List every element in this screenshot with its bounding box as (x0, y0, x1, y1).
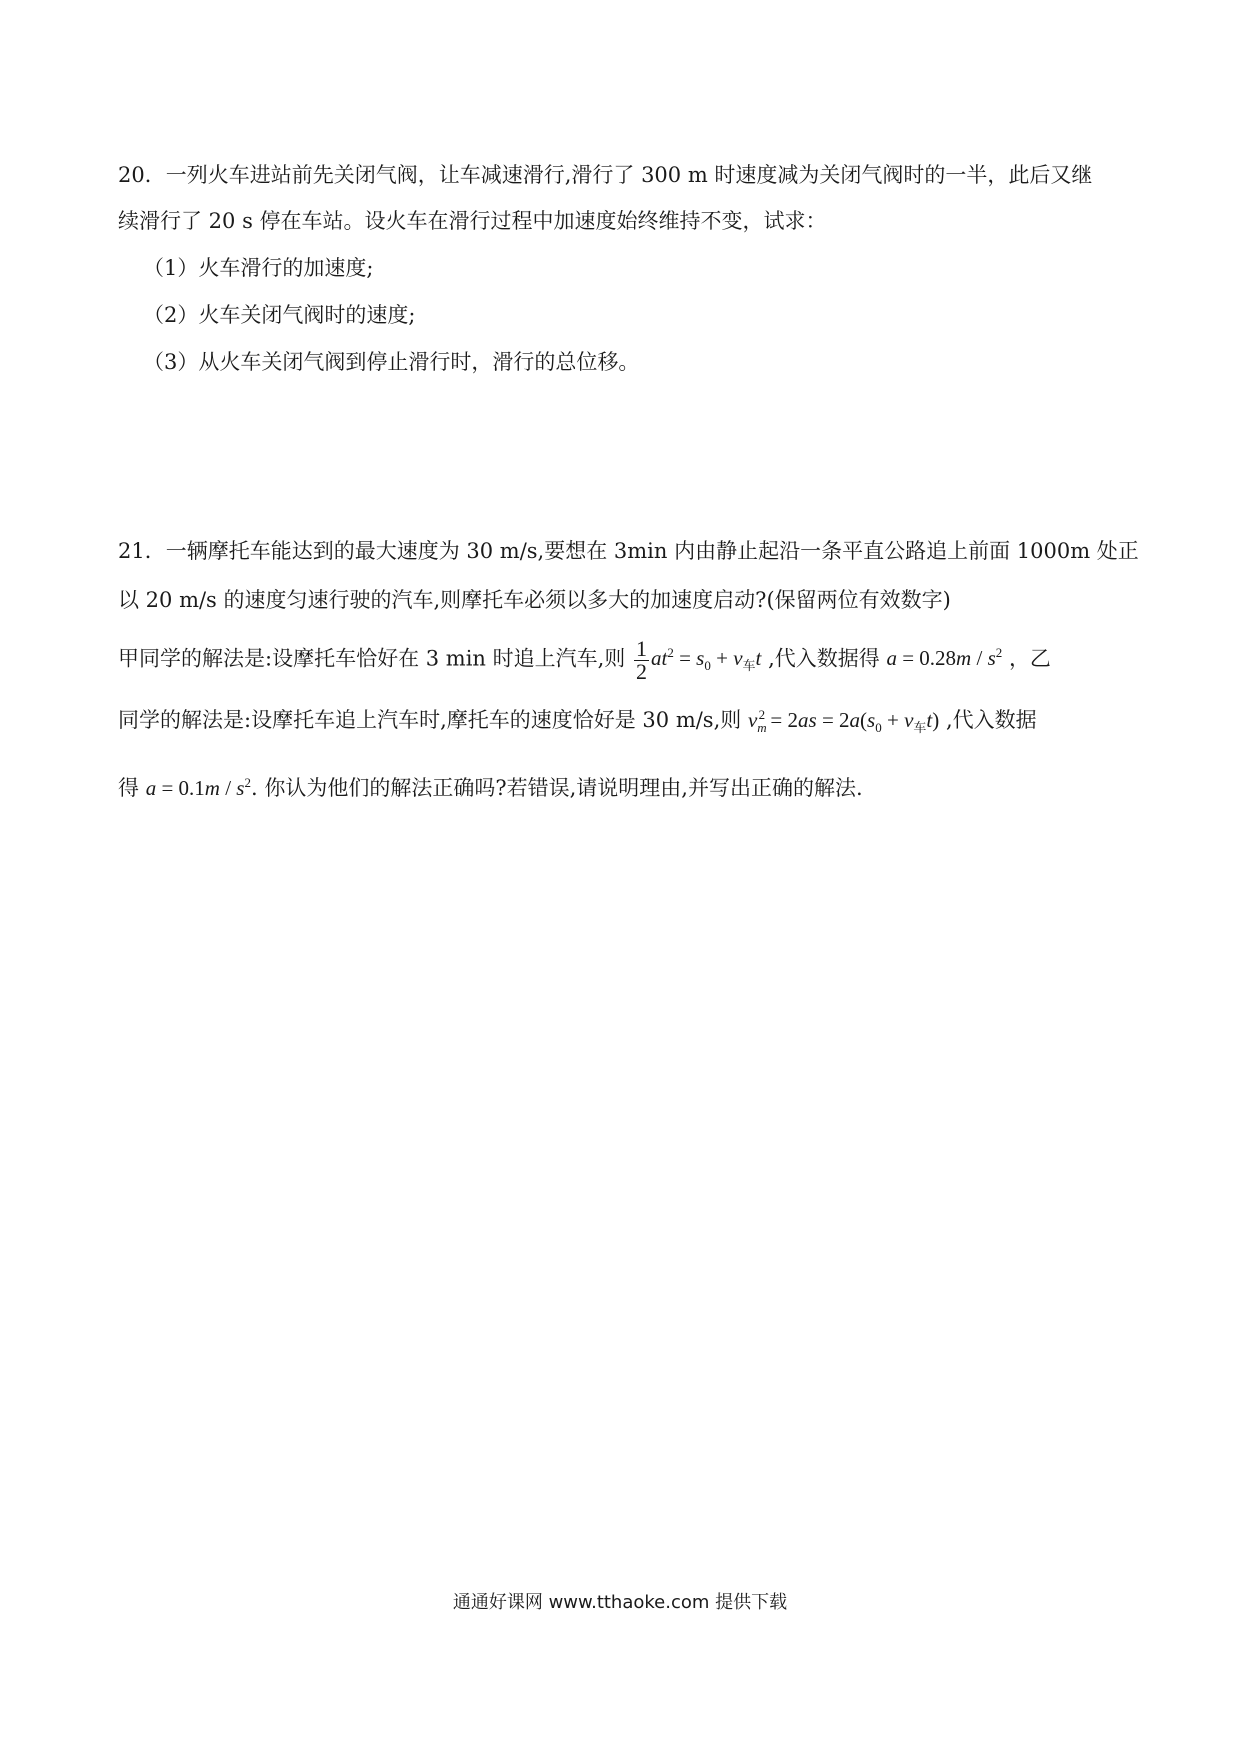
equation-result-a-1: $a = 0.28m / s^2$ (886, 645, 1003, 671)
q20-line-1: 20．一列火车进站前先关闭气阀，让车减速滑行,滑行了 300 m 时速度减为关闭气阀时的一半，此后又继 (118, 163, 1093, 187)
q21-line-1: 21．一辆摩托车能达到的最大速度为 30 m/s,要想在 3min 内由静止起沿一条平直公路追上前面 1000m 处正 (118, 539, 1139, 563)
q21-line-2: 以 20 m/s 的速度匀速行驶的汽车,则摩托车必须以多大的加速度启动?(保留两位有效数字) (118, 588, 951, 612)
q21-line-4-text-b: ,代入数据 (945, 708, 1037, 732)
q20-line-2: 续滑行了 20 s 停在车站。设火车在滑行过程中加速度始终维持不变，试求： (118, 209, 827, 233)
q20-item-3: （3）从火车关闭气阀到停止滑行时，滑行的总位移。 (143, 350, 640, 374)
q21-line-5-text-a: 得 (118, 776, 139, 800)
q21-line-3-text-b: ,代入数据得 (768, 646, 880, 671)
q21-line-3 (118, 638, 1051, 683)
q21-line-3-text-a: 甲同学的解法是:设摩托车恰好在 3 min 时追上汽车,则 (118, 646, 626, 671)
q21-line-4-text-a: 同学的解法是:设摩托车追上汽车时,摩托车的速度恰好是 30 m/s,则 (118, 708, 742, 732)
q21-line-5-text-b: . 你认为他们的解法正确吗?若错误,请说明理由,并写出正确的解法. (250, 776, 863, 800)
q21-line-4 (118, 700, 1037, 743)
q21-line-5 (118, 768, 863, 803)
q20-item-1: （1）火车滑行的加速度; (143, 256, 374, 280)
equation-result-a-2: $a = 0.1m / s^2$ (145, 775, 251, 800)
q21-line-3-text-c: ，乙 (1008, 646, 1051, 671)
equation-velocity: $v_m^2 = 2as = 2a(s_0 + v_车t)$ (747, 707, 940, 736)
equation-displacement: $\frac{1}{2}$ $at^2 = s_0 + v_车t$ (635, 636, 762, 684)
q20-item-2: （2）火车关闭气阀时的速度; (143, 303, 416, 327)
page-footer: 通通好课网 www.tthaoke.com 提供下载 (452, 1592, 788, 1613)
